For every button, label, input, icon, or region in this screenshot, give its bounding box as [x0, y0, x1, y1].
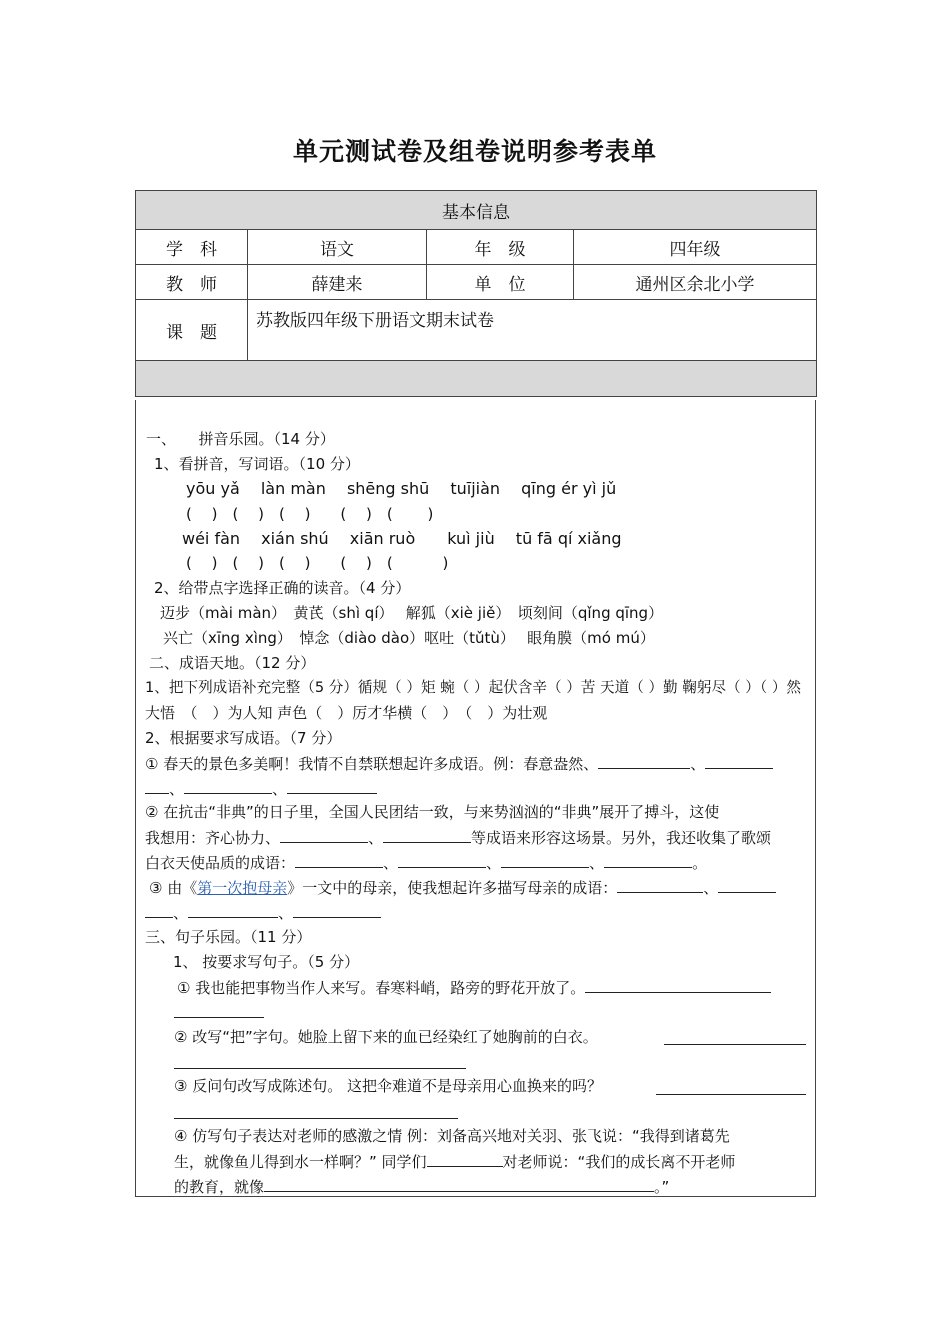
sentence-instruction: 1、 按要求写句子。（5 分）: [173, 953, 360, 971]
basic-info-header: 基本信息: [136, 191, 817, 230]
idiom-fill-line-2: 大悟 （ ）为人知 声色（ ）厉才华横（ ） （ ）为壮观: [145, 704, 548, 722]
answer-line[interactable]: [174, 1068, 466, 1069]
sentence-item-4-text-b: 对老师说：“我们的成长离不开老师: [502, 1153, 736, 1171]
sentence-item-3: [174, 1076, 602, 1096]
idiom-item-3-text-b: 》一文中的母亲，使我想起许多描写母亲的成语：: [287, 879, 618, 897]
idiom-fill-line-1: 1、把下列成语补充完整（5 分）循规（ ）矩 蜿（ ）起伏含辛（ ）苦 天道（ ）勤 鞠躬尽（ ）（ ）然: [145, 679, 802, 696]
idiom-item-2-line-2: 我想用：齐心协力、 、 等成语来形容这场景。另外，我还收集了歌颂: [145, 829, 772, 847]
section-divider: [136, 361, 817, 397]
answer-blank[interactable]: [705, 753, 773, 769]
answer-blank[interactable]: [295, 852, 383, 868]
section-3-heading: 三、句子乐园。（11 分）: [145, 928, 312, 946]
unit-value: 通州区余北小学: [574, 265, 817, 300]
sentence-item-4-line-2: [174, 1151, 735, 1172]
answer-blank[interactable]: [383, 827, 471, 843]
teacher-label: 教 师: [136, 265, 248, 300]
sentence-item-3-text: ③ 反问句改写成陈述句。 这把伞难道不是母亲用心血换来的吗？: [174, 1077, 602, 1095]
pinyin-row-2: wéi fàn xián shú xiān ruò kuì jiù tū fā qí xiǎng: [182, 529, 622, 548]
idiom-item-1: ① 春天的景色多美啊！我情不自禁联想起许多成语。例：春意盎然、 、: [145, 753, 773, 774]
answer-line[interactable]: [664, 1044, 806, 1045]
answer-line[interactable]: [174, 1118, 458, 1119]
idiom-item-1-cont: 、 、: [145, 778, 377, 799]
sentence-item-1: [177, 977, 771, 998]
article-link[interactable]: 第一次抱母亲: [197, 879, 288, 897]
pinyin-row-1: yōu yǎ làn màn shēng shū tuījiàn qīng ér yì jǔ: [186, 479, 617, 498]
answer-blank[interactable]: [184, 778, 272, 794]
sentence-item-2: [174, 1027, 598, 1047]
sentence-item-2-text: ② 改写“把”字句。她脸上留下来的血已经染红了她胸前的白衣。: [174, 1028, 598, 1046]
answer-blank[interactable]: [585, 977, 771, 993]
answer-line[interactable]: [656, 1094, 806, 1095]
answer-blank[interactable]: [598, 753, 690, 769]
answer-line[interactable]: [174, 1017, 264, 1018]
idiom-item-3: ③ 由《第一次抱母亲》一文中的母亲，使我想起许多描写母亲的成语： 、: [149, 877, 776, 898]
sentence-item-4-text-a: 生，就像鱼儿得到水一样啊？” 同学们: [174, 1153, 427, 1171]
idiom-item-2-text-a: 我想用：齐心协力、: [145, 829, 281, 847]
sentence-item-1-text: ① 我也能把事物当作人来写。春寒料峭，路旁的野花开放了。: [177, 979, 586, 997]
grade-label: 年 级: [427, 230, 574, 265]
answer-blank[interactable]: [188, 902, 278, 918]
answer-blank[interactable]: [264, 1176, 654, 1192]
answer-blank[interactable]: [280, 827, 368, 843]
idiom-item-2-line-3: 白衣天使品质的成语： 、 、 、 。: [145, 854, 708, 872]
teacher-value: 薛建来: [248, 265, 427, 300]
subject-label: 学 科: [136, 230, 248, 265]
idiom-item-3-text-a: ③ 由《: [149, 879, 198, 897]
unit-label: 单 位: [427, 265, 574, 300]
sentence-item-4-line-1: ④ 仿写句子表达对老师的感激之情 例：刘备高兴地对关羽、张飞说：“我得到诸葛先: [174, 1127, 730, 1145]
answer-blank[interactable]: [145, 778, 169, 794]
basic-info-table: [135, 190, 817, 397]
idiom-item-1-text: ① 春天的景色多美啊！我情不自禁联想起许多成语。例：春意盎然、: [145, 755, 599, 773]
brackets-row-2: ( ) ( ) ( ) ( ) ( ): [186, 554, 449, 572]
sentence-item-4-line-3: [174, 1176, 669, 1197]
section-1-heading: 一、 拼音乐园。（14 分）: [146, 430, 335, 448]
subject-value: 语文: [248, 230, 427, 265]
brackets-row-1: ( ) ( ) ( ) ( ) ( ): [186, 505, 434, 523]
grade-value: 四年级: [574, 230, 817, 265]
reading-row-1: 迈步（mài màn） 黄芪（shì qí） 解狐（xiè jiě） 顷刻间（qǐng qīng）: [160, 604, 664, 622]
q2-reading-instruction: 2、给带点字选择正确的读音。（4 分）: [154, 579, 411, 597]
idiom-item-2-text-b: 等成语来形容这场景。另外，我还收集了歌颂: [471, 829, 772, 847]
section-2-heading: 二、成语天地。（12 分）: [149, 654, 316, 672]
topic-label: 课 题: [136, 300, 248, 361]
answer-blank[interactable]: [604, 852, 692, 868]
answer-blank[interactable]: [427, 1151, 503, 1167]
answer-blank[interactable]: [293, 902, 381, 918]
answer-blank[interactable]: [145, 902, 173, 918]
q1-pinyin-instruction: 1、看拼音，写词语。（10 分）: [154, 455, 360, 473]
page-title: 单元测试卷及组卷说明参考表单: [292, 137, 657, 166]
answer-blank[interactable]: [718, 877, 776, 893]
sentence-item-4-text-d: 。”: [654, 1178, 670, 1196]
idiom-write-instruction: 2、根据要求写成语。（7 分）: [145, 729, 342, 747]
reading-row-2: 兴亡（xīng xìng） 悼念（diào dào）呕吐（tǔtù） 眼角膜（mó mú）: [163, 629, 655, 647]
answer-blank[interactable]: [617, 877, 703, 893]
idiom-item-2-line-1: ② 在抗击“非典”的日子里，全国人民团结一致，与来势汹汹的“非典”展开了搏斗，这使: [145, 803, 720, 821]
answer-blank[interactable]: [287, 778, 377, 794]
idiom-item-2-text-c: 白衣天使品质的成语：: [145, 854, 296, 872]
answer-blank[interactable]: [501, 852, 589, 868]
topic-value: 苏教版四年级下册语文期末试卷: [248, 300, 817, 361]
sentence-item-4-text-c: 的教育，就像: [174, 1178, 265, 1196]
idiom-item-3-cont: 、 、: [145, 902, 381, 923]
answer-blank[interactable]: [398, 852, 486, 868]
